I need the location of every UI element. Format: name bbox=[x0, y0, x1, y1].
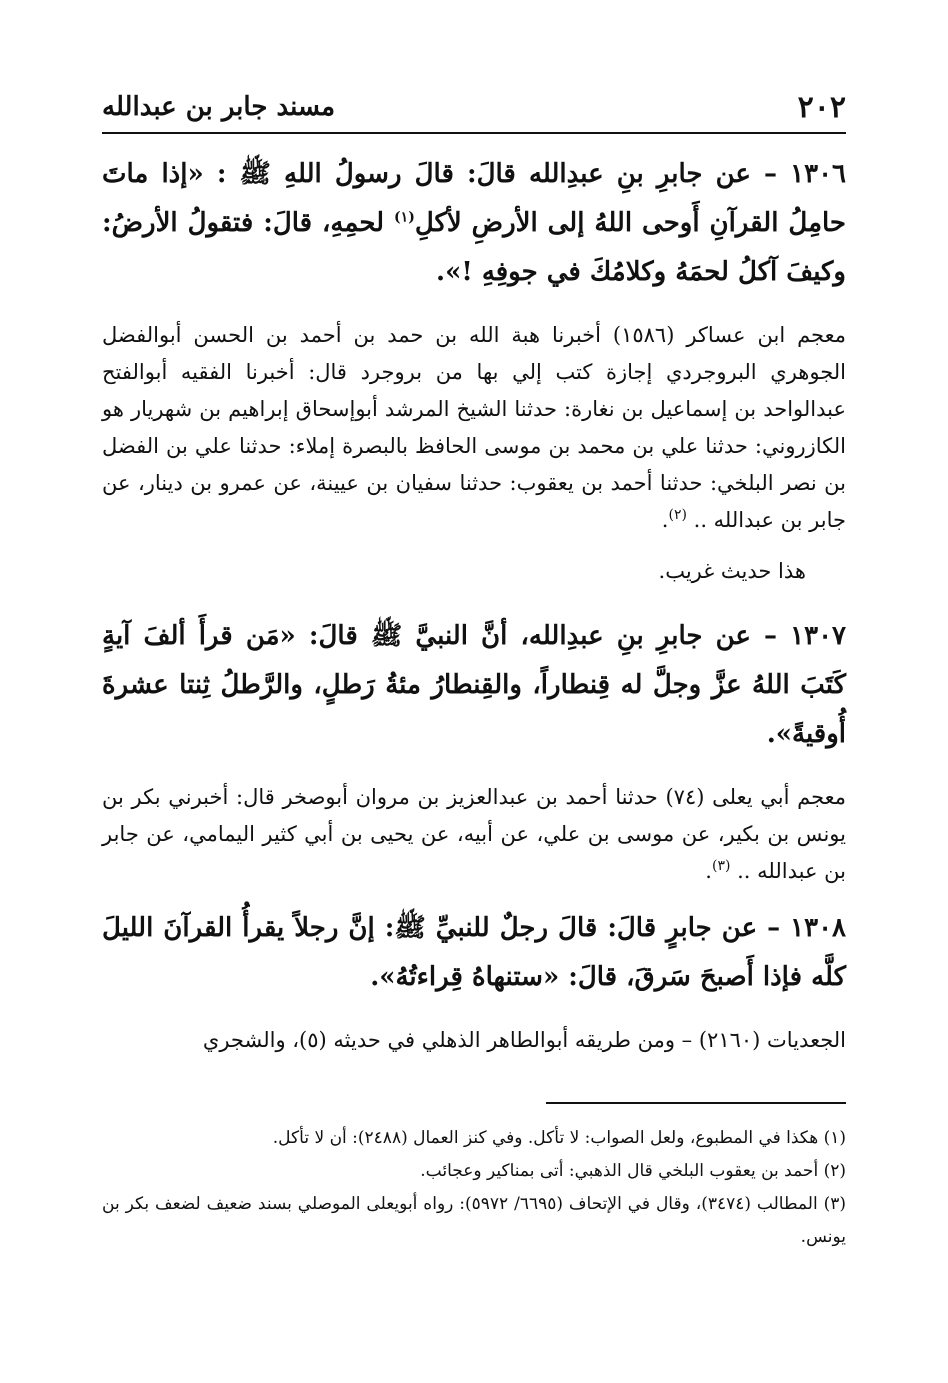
sentence-end: . bbox=[661, 508, 669, 532]
footnote-reference: (٣) bbox=[711, 858, 731, 874]
footnote-reference: (١) bbox=[394, 209, 415, 226]
hadith-text: – عن جابرِ بنِ عبدِالله قالَ: قالَ رسولُ اللهِ ﷺ : «إذا ماتَ حامِلُ القرآنِ أَوحى اللهُ إلى الأرضِ لأكلِ bbox=[102, 159, 846, 238]
hadith-grading: هذا حديث غريب. bbox=[658, 559, 806, 583]
hadith-text: – عن جابرِ بنِ عبدِالله، أنَّ النبيَّ ﷺ قالَ: «مَن قرأَ ألفَ آيةٍ كَتَبَ اللهُ عزَّ وجلَّ له قِنطاراً، والقِنطارُ مئةُ رَطلٍ، والرَّطلُ ثِنتا عشرةَ أُوقيةً». bbox=[102, 621, 846, 749]
sanad-text: معجم أبي يعلى (٧٤) حدثنا أحمد بن عبدالعزيز بن مروان أبوصخر قال: أخبرني بكر بن يونس بن بكير، عن موسى بن علي، عن أبيه، عن يحيى بن أبي كثير اليمامي، عن جابر بن عبدالله .. bbox=[102, 785, 847, 883]
chain-of-narration bbox=[102, 779, 846, 890]
footnote-separator bbox=[546, 1102, 846, 1104]
hadith-number: ١٣٠٨ bbox=[790, 913, 846, 943]
running-header bbox=[102, 86, 846, 134]
footnote-2 bbox=[102, 1155, 846, 1188]
footnote-text: أحمد بن يعقوب البلخي قال الذهبي: أتى بمناكير وعجائب. bbox=[420, 1161, 819, 1181]
main-text bbox=[102, 150, 846, 1073]
hadith-1306 bbox=[102, 150, 846, 297]
running-title: مسند جابر بن عبدالله bbox=[102, 92, 336, 122]
hadith-1308 bbox=[102, 904, 846, 1002]
footnote-marker: (١) bbox=[823, 1128, 846, 1148]
hadith-number: ١٣٠٧ bbox=[790, 621, 846, 651]
chain-of-narration: الجعديات (٢١٦٠) – ومن طريقه أبوالطاهر الذهلي في حديثه (٥)، والشجري bbox=[202, 1028, 846, 1052]
footnotes bbox=[102, 1122, 846, 1254]
footnote-text: المطالب (٣٤٧٤)، وقال في الإتحاف (٦٦٩٥/ ٥٩٧٢): رواه أبويعلى الموصلي بسند ضعيف لضعف بكر بن يونس. bbox=[102, 1194, 846, 1247]
hadith-1307 bbox=[102, 612, 846, 759]
footnote-3 bbox=[102, 1188, 846, 1254]
footnote-text: هكذا في المطبوع، ولعل الصواب: لا تأكل. وفي كنز العمال (٢٤٨٨): أن لا تأكل. bbox=[272, 1128, 819, 1148]
hadith-text-continued: لحمِهِ، قالَ: فتقولُ الأرضُ: وكيفَ آكلُ لحمَهُ وكلامُكَ في جوفِهِ !». bbox=[102, 208, 846, 287]
sanad-text: معجم ابن عساكر (١٥٨٦) أخبرنا هبة الله بن حمد بن أحمد بن الحسن أبوالفضل الجوهري البروجردي إجازة كتب إلي بها من بروجرد قال: أخبرنا الفقيه أبوالفتح عبدالواحد بن إسماعيل بن نغارة: حدثنا الشيخ المرشد أبوإسحاق إبراهيم بن شهريار هو الكازروني: حدثنا علي بن محمد بن موسى الحافظ بالبصرة إملاء: حدثنا علي بن الفضل بن نصر البلخي: حدثنا أحمد بن يعقوب: حدثنا سفيان بن عيينة، عن عمرو بن دينار، عن جابر بن عبدالله .. bbox=[102, 323, 846, 532]
footnote-reference: (٢) bbox=[668, 507, 687, 523]
hadith-number: ١٣٠٦ bbox=[790, 159, 846, 189]
footnote-marker: (٢) bbox=[823, 1161, 846, 1181]
footnote-marker: (٣) bbox=[823, 1194, 847, 1214]
chain-of-narration bbox=[102, 317, 846, 539]
footnote-1 bbox=[102, 1122, 846, 1155]
hadith-text: – عن جابرٍ قالَ: قالَ رجلٌ للنبيِّ ﷺ: إنَّ رجلاً يقرأُ القرآنَ الليلَ كلَّه فإذا أَصبحَ سَرقَ، قالَ: «ستنهاهُ قِراءتُهُ». bbox=[102, 913, 846, 992]
page-number: ٢٠٢ bbox=[797, 90, 846, 125]
sentence-end: . bbox=[705, 859, 712, 883]
